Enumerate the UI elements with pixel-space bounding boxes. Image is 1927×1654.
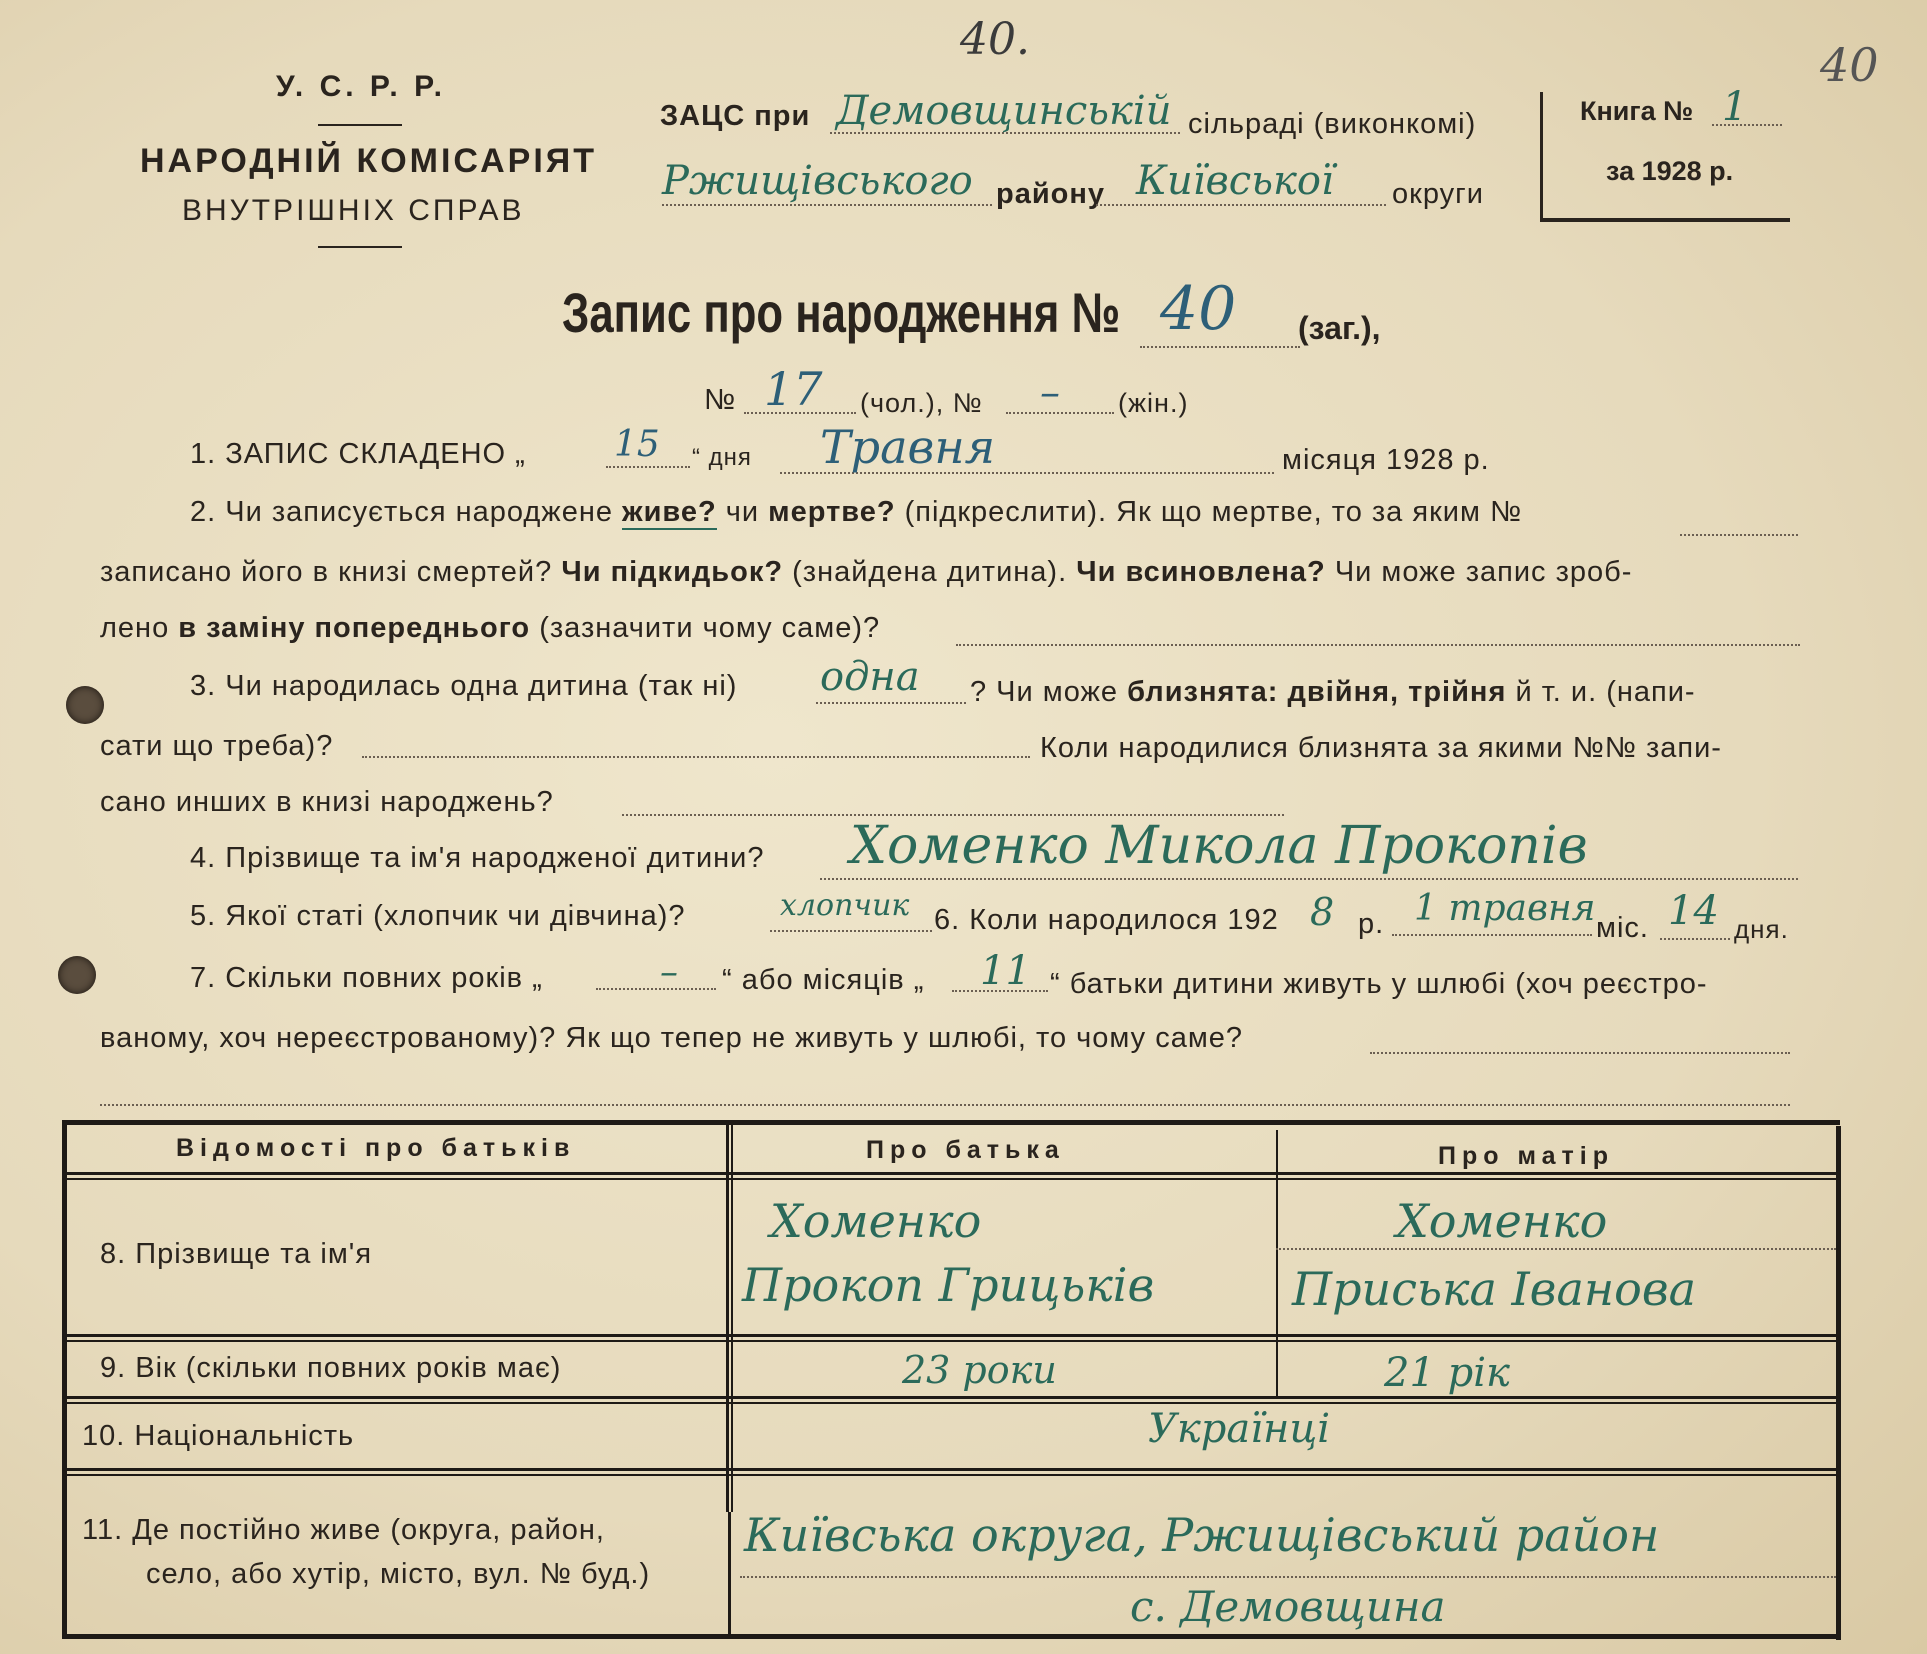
table-header-father: Про батька	[866, 1136, 1065, 1164]
q6-label: 6. Коли народилося 192	[934, 904, 1279, 936]
male-number-label: №	[704, 384, 737, 416]
female-label: (жін.)	[1118, 388, 1189, 418]
alive-option: живе?	[622, 496, 717, 528]
book-box-border	[1540, 218, 1790, 222]
divider	[318, 124, 402, 126]
row8-label: 8. Прізвище та ім'я	[100, 1238, 373, 1270]
okrug-label: округи	[1392, 178, 1484, 210]
district-label: району	[996, 178, 1106, 210]
male-label: (чол.), №	[860, 388, 983, 418]
mother-age: 21 рік	[1384, 1350, 1510, 1396]
record-number: 40	[1160, 274, 1237, 344]
q3-line3a: сано инших в книзі народжень?	[100, 786, 554, 818]
q7-label-b: “ або місяців „	[722, 964, 925, 996]
zacs-label: ЗАЦС при	[660, 100, 811, 132]
father-name: Прокоп Грицьків	[742, 1258, 1155, 1312]
q1-month: Травня	[820, 420, 996, 474]
q3-line2b: Коли народилися близнята за якими №№ запи-	[1040, 732, 1722, 764]
book-year: за 1928 р.	[1606, 156, 1734, 186]
mother-name: Приська Іванова	[1292, 1262, 1697, 1316]
q2-line2: записано його в книзі смертей? Чи підкидьок? (знайдена дитина). Чи всиновлена? Чи може запис зроб-	[100, 556, 1633, 588]
q7-months: 11	[980, 948, 1031, 994]
q2-line3: лено в заміну попереднього (зазначити чому саме)?	[100, 612, 881, 644]
table-header-info: Відомості про батьків	[176, 1134, 576, 1162]
q7-label-a: 7. Скільки повних років „	[190, 962, 543, 994]
book-box-border	[1540, 92, 1543, 220]
punch-hole	[66, 686, 104, 724]
book-number: 1	[1722, 84, 1748, 130]
q6-day: 14	[1668, 888, 1719, 934]
q5-answer: хлопчик	[780, 888, 910, 923]
q3-line2a: сати що треба)?	[100, 730, 334, 762]
okrug-value: Київської	[1136, 158, 1334, 204]
row10-label: 10. Національність	[82, 1420, 355, 1452]
q1-day: 15	[614, 424, 660, 465]
q3-answer: одна	[820, 654, 920, 700]
top-note: 40.	[960, 14, 1030, 65]
father-surname: Хоменко	[770, 1194, 982, 1248]
male-number-value: 17	[764, 362, 823, 416]
residence-line1: Київська округа, Ржищівський район	[744, 1508, 1660, 1562]
divider	[318, 246, 402, 248]
q6-day-label: дня.	[1734, 914, 1789, 944]
q1-day-label: “ дня	[692, 444, 752, 471]
row9-label: 9. Вік (скільки повних років має)	[100, 1352, 562, 1384]
punch-hole	[58, 956, 96, 994]
district-value: Ржищівського	[662, 158, 973, 204]
q7-line2: ваному, хоч нереєстрованому)? Як що тепер не живуть у шлюбі, то чому саме?	[100, 1022, 1244, 1054]
republic-heading: У. С. Р. Р.	[276, 70, 446, 103]
q3-line1-rest: ? Чи може близнята: двійня, трійня й т. и. (напи-	[970, 676, 1696, 708]
dead-option: мертве?	[768, 496, 896, 528]
q7-label-c: “ батьки дитини живуть у шлюбі (хоч реєстро-	[1050, 968, 1708, 1000]
q6-month-label: міс.	[1596, 912, 1649, 944]
village-council-value: Демовщинській	[836, 88, 1172, 134]
q4-label: 4. Прізвище та ім'я народженої дитини?	[190, 842, 765, 874]
mother-surname: Хоменко	[1396, 1194, 1608, 1248]
father-age: 23 роки	[902, 1348, 1057, 1392]
q6-year-suffix: р.	[1358, 908, 1385, 940]
q6-month: 1 травня	[1414, 888, 1596, 929]
commissariat-subheading: ВНУТРІШНІХ СПРАВ	[182, 194, 525, 227]
child-name: Хоменко Микола Прокопів	[850, 816, 1588, 876]
corner-note: 40	[1820, 38, 1879, 92]
nationality: Українці	[1148, 1406, 1331, 1452]
q3-line1a: 3. Чи народилась одна дитина (так ні)	[190, 670, 738, 702]
q5-label: 5. Якої статі (хлопчик чи дівчина)?	[190, 900, 686, 932]
residence-line2: с. Демовщина	[1130, 1582, 1446, 1631]
book-label: Книга №	[1580, 96, 1694, 126]
female-number-value: –	[1040, 370, 1060, 416]
q1-prefix: 1. ЗАПИС СКЛАДЕНО „	[190, 438, 526, 470]
row11-label-line2: село, або хутір, місто, вул. № буд.)	[146, 1558, 651, 1590]
q6-year-digit: 8	[1310, 890, 1335, 934]
q2-line1: 2. Чи записується народжене живе? чи мертве? (підкреслити). Як що мертве, то за яким №	[190, 496, 1523, 528]
q1-suffix: місяця 1928 р.	[1282, 444, 1490, 476]
commissariat-heading: НАРОДНІЙ КОМІСАРІЯТ	[140, 142, 597, 180]
record-title: Запис про народження №	[562, 281, 1121, 344]
q7-years: –	[660, 952, 678, 993]
row11-label-line1: 11. Де постійно живе (округа, район,	[82, 1514, 605, 1546]
village-council-suffix: сільраді (виконкомі)	[1188, 108, 1477, 140]
record-general-suffix: (заг.),	[1298, 310, 1381, 346]
table-header-mother: Про матір	[1438, 1142, 1614, 1170]
